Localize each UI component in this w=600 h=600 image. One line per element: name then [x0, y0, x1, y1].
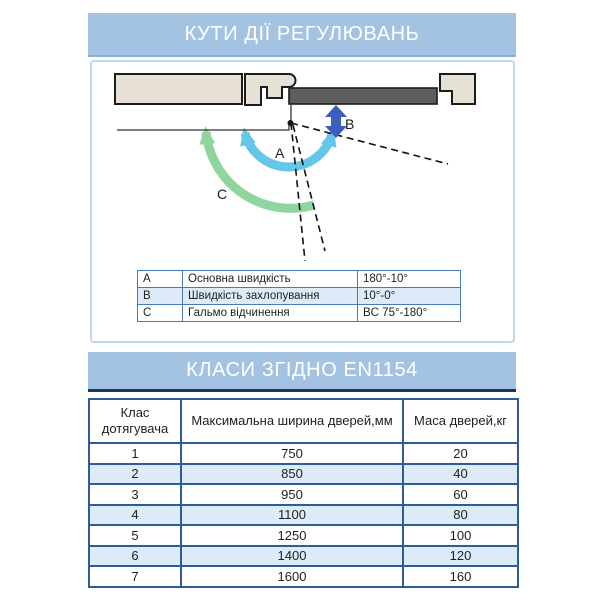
table-cell: 1250: [181, 525, 403, 546]
table-cell: 950: [181, 484, 403, 505]
angles-diagram-panel: [90, 60, 515, 343]
table-cell: 1100: [181, 505, 403, 526]
table-cell: Гальмо відчинення: [183, 305, 358, 322]
label-c: C: [217, 186, 228, 202]
table-row: [89, 525, 518, 546]
header-door-mass: Маса дверей,кг: [403, 399, 518, 443]
table-cell: A: [138, 271, 183, 288]
table-cell: 7: [89, 566, 181, 587]
header-closer-class: Клас дотягувача: [89, 399, 181, 443]
table-row: [89, 566, 518, 587]
table-cell: 4: [89, 505, 181, 526]
table-cell: BC 75°-180°: [358, 305, 461, 322]
classes-table-body: [89, 443, 518, 587]
swing-dashed-line-right: [293, 125, 325, 251]
table-cell: 750: [181, 443, 403, 464]
closed-door-line: [117, 124, 289, 130]
pivot-point: [288, 120, 294, 126]
table-row: [138, 271, 461, 288]
classes-table: [88, 398, 519, 588]
table-cell: 100: [403, 525, 518, 546]
header-max-door-width: Максимальна ширина дверей,мм: [181, 399, 403, 443]
table-cell: 10°-0°: [358, 288, 461, 305]
table-cell: 20: [403, 443, 518, 464]
table-cell: 5: [89, 525, 181, 546]
table-row: [89, 505, 518, 526]
table-cell: 160: [403, 566, 518, 587]
table-cell: 120: [403, 546, 518, 567]
table-row: [138, 288, 461, 305]
table-row: [89, 443, 518, 464]
table-row: [89, 464, 518, 485]
table-row: [138, 305, 461, 322]
table-cell: Швидкість захлопування: [183, 288, 358, 305]
table-cell: 60: [403, 484, 518, 505]
section-title-classes: КЛАСИ ЗГІДНО EN1154: [88, 352, 516, 392]
table-cell: 850: [181, 464, 403, 485]
label-b: B: [345, 116, 355, 132]
label-a: A: [275, 145, 285, 161]
table-row: [89, 484, 518, 505]
table-cell: 3: [89, 484, 181, 505]
table-cell: B: [138, 288, 183, 305]
angles-table-body: [138, 271, 461, 322]
door-frame-left: [245, 74, 296, 105]
main-speed-arc: [245, 133, 332, 167]
swing-dashed-line-left: [291, 123, 305, 261]
table-cell: Основна швидкість: [183, 271, 358, 288]
table-cell: 1400: [181, 546, 403, 567]
table-cell: 2: [89, 464, 181, 485]
table-row: [89, 546, 518, 567]
table-cell: 6: [89, 546, 181, 567]
table-cell: 40: [403, 464, 518, 485]
door-closer-body: [289, 88, 437, 104]
door-leaf: [115, 74, 242, 104]
table-cell: 180°-10°: [358, 271, 461, 288]
angles-table: [137, 270, 461, 322]
door-frame-right: [440, 74, 475, 104]
door-closer-angle-diagram: [92, 62, 513, 262]
classes-header-row: [89, 399, 518, 443]
table-cell: 1600: [181, 566, 403, 587]
section-title-angles: КУТИ ДІЇ РЕГУЛЮВАНЬ: [88, 13, 516, 57]
table-cell: 1: [89, 443, 181, 464]
table-cell: 80: [403, 505, 518, 526]
table-cell: C: [138, 305, 183, 322]
